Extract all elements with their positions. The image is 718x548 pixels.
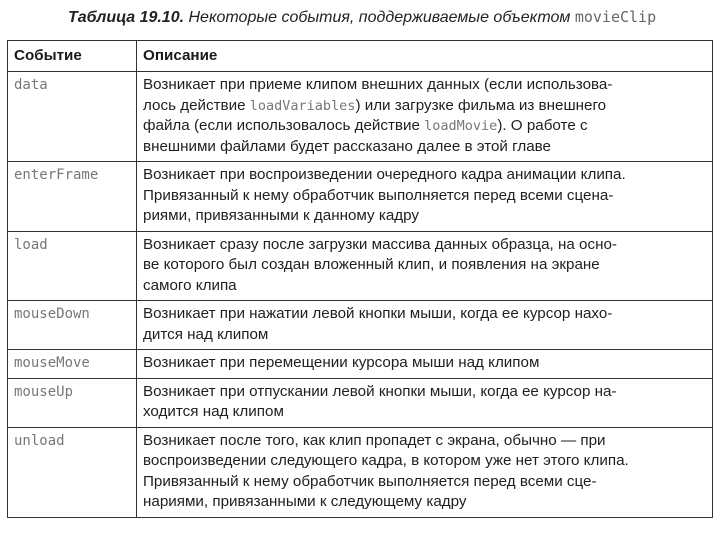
- description-line: [143, 353, 706, 374]
- description-line: [143, 451, 706, 472]
- event-name: enterFrame: [8, 162, 137, 232]
- description-line: [143, 137, 706, 158]
- event-description: [137, 350, 713, 379]
- event-name: mouseUp: [8, 378, 137, 427]
- description-text: лось действие: [143, 96, 250, 114]
- description-text: риями, привязанными к данному кадру: [143, 207, 420, 224]
- event-description: [137, 162, 713, 232]
- caption-label: Таблица 19.10.: [68, 9, 185, 26]
- event-name: mouseDown: [8, 301, 137, 350]
- event-name: load: [8, 231, 137, 301]
- description-text: ве которого был создан вложенный клип, и появления на экране: [143, 256, 600, 273]
- code-token: loadMovie: [424, 118, 498, 134]
- description-line: [143, 186, 706, 207]
- description-text: Возникает сразу после загрузки массива данных образца, на осно-: [143, 235, 617, 253]
- description-text: внешними файлами будет рассказано далее в этой главе: [143, 137, 551, 155]
- table-row: [8, 162, 713, 232]
- event-description: [137, 427, 713, 517]
- event-name: mouseMove: [8, 350, 137, 379]
- description-line: [143, 276, 706, 297]
- description-text: Возникает после того, как клип пропадет с экрана, обычно — при: [143, 431, 606, 449]
- event-name: data: [8, 72, 137, 162]
- description-line: [143, 206, 706, 227]
- description-text: самого клипа: [143, 276, 237, 294]
- code-token: loadVariables: [249, 97, 356, 114]
- description-line: [143, 492, 706, 513]
- description-line: [143, 235, 706, 256]
- description-line: [143, 472, 706, 493]
- description-text: Возникает при перемещении курсора мыши над клипом: [143, 354, 540, 371]
- description-text: файла (если использовалось действие: [143, 117, 425, 134]
- event-description: [137, 301, 713, 350]
- table-row: [8, 378, 713, 427]
- table-body: [8, 72, 713, 518]
- event-description: [137, 72, 713, 162]
- description-text: Возникает при отпускании левой кнопки мыши, когда ее курсор на-: [143, 382, 617, 400]
- description-line: [143, 325, 706, 346]
- description-text: воспроизведении следующего кадра, в котором уже нет этого клипа.: [143, 452, 629, 469]
- table-caption: [68, 6, 716, 29]
- description-line: [143, 304, 706, 325]
- description-text: Возникает при нажатии левой кнопки мыши, когда ее курсор нахо-: [143, 305, 613, 322]
- event-description: [137, 378, 713, 427]
- description-text: Возникает при воспроизведении очередного кадра анимации клипа.: [143, 166, 626, 183]
- description-line: [143, 255, 706, 276]
- description-text: Привязанный к нему обработчик выполняется перед всеми сцена-: [143, 186, 614, 204]
- events-table: [7, 40, 713, 518]
- table-header-row: [8, 41, 713, 72]
- description-line: [143, 382, 706, 403]
- description-text: нариями, привязанными к следующему кадру: [143, 493, 467, 510]
- description-text: ) или загрузке фильма из внешнего: [355, 96, 607, 114]
- caption-text: Некоторые события, поддерживаемые объектом: [188, 9, 571, 26]
- table-row: [8, 350, 713, 379]
- description-line: [143, 165, 706, 186]
- description-text: Привязанный к нему обработчик выполняется перед всеми сце-: [143, 472, 597, 490]
- description-text: дится над клипом: [143, 325, 269, 343]
- description-line: [143, 402, 706, 423]
- table-row: [8, 301, 713, 350]
- description-line: [143, 116, 706, 137]
- description-text: ). О работе с: [497, 117, 588, 134]
- description-text: ходится над клипом: [143, 403, 284, 420]
- table-row: [8, 231, 713, 301]
- header-description: Описание: [137, 41, 713, 72]
- caption-object-name: movieClip: [574, 8, 657, 26]
- event-name: unload: [8, 427, 137, 517]
- description-line: [143, 75, 706, 96]
- event-description: [137, 231, 713, 301]
- table-row: [8, 427, 713, 517]
- description-text: Возникает при приеме клипом внешних данных (если использова-: [143, 76, 613, 93]
- description-line: [143, 431, 706, 452]
- header-event: Событие: [8, 41, 137, 72]
- table-row: [8, 72, 713, 162]
- description-line: [143, 96, 706, 117]
